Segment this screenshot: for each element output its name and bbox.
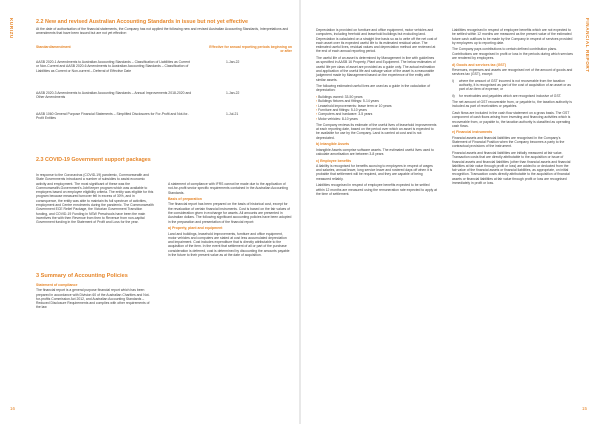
list-item: › Leasehold improvements: lease term or 10 years bbox=[316, 104, 438, 108]
basis-text: The financial report has been prepared on the basis of historical cost, except for the revaluation of certain financial instruments. Cost is based on the fair values of the consideration given in exchange for assets. All amounts are presented in Australian dollars. The following significant accounting policies have been adopted in the preparation and presentation of the financial report: bbox=[168, 202, 292, 224]
employee-benefits-text-2: Liabilities recognised in respect of employee benefits expected to be settled within 12 months are measured using the remuneration rate expected to apply at the time of settlement. bbox=[316, 183, 438, 196]
left-column-2 bbox=[168, 182, 292, 260]
contributions-text: The Company pays contributions to certain defined contribution plans. Contributions are recognised in profit or loss in the periods during which services are rendered by employees. bbox=[452, 47, 573, 61]
ifrs-text: A statement of compliance with IFRS cannot be made due to the application of not-for-profit sector specific requirements contained in the Australian Accounting Standards. bbox=[168, 182, 288, 195]
financial-instruments-text-2: Financial assets and financial liabilities are initially measured at fair value. Transaction costs that are directly attributable to the acquisition or issue of financial assets and financial liabilities (other than financial assets and financial liabilities at fair value through profit or loss) are added to or deducted from the fair value of the financial assets or financial liabilities, as appropriate, on initial recognition. Transaction costs directly attributable to the acquisition of financial assets or financial liabilities at fair value through profit or loss are recognised immediately in profit or loss. bbox=[452, 150, 571, 185]
section-3-body bbox=[36, 281, 154, 312]
section-2-3-title: 2.3 COVID-19 Government support packages bbox=[36, 157, 151, 163]
intangibles-text: Intangible Assets comprise software assets. The estimated useful lives used to calculate amortisation are between 3-8 years bbox=[316, 147, 434, 156]
gst-intro: Revenues, expenses and assets are recognised net of the amount of goods and services tax (GST), except: bbox=[452, 67, 573, 77]
employee-benefits-heading: c) Employee benefits bbox=[316, 158, 352, 163]
ppe-heading: a) Property, plant and equipment bbox=[168, 226, 223, 231]
employee-benefits-text-1: A liability is recognised for benefits accruing to employees in respect of wages and salaries, annual leave, long service leave and rostered days off when it is probable that settlement will be required, and they are capable of being measured reliably. bbox=[316, 163, 433, 181]
gst-cashflow-text: Cash flows are included in the cash flow statement on a gross basis. The GST component of cash flows arising from investing and financing activities which is recoverable from, or payable to, the taxation authority is classified as operating cash flows. bbox=[452, 110, 571, 128]
right-column-1 bbox=[316, 28, 438, 198]
useful-lives-intro: The following estimated useful lives are used as a guide in the calculation of depreciation: bbox=[316, 84, 431, 93]
gst-item: ii) for receivables and payables which are recognised inclusive of GST. bbox=[452, 93, 562, 98]
financial-instruments-heading: e) Financial instruments bbox=[452, 130, 493, 135]
ppe-text: Land and buildings, leasehold improvements, furniture and office equipment, motor vehicles and computers are stated at cost less accumulated depreciation and impairment. Cost includes expenditure that is directly attributable to the acquisition of the item. In the event that settlement of all or part of the purchase consideration is deferred, cost is determined by discounting the amounts payable in the future to their present value as at the date of acquisition. bbox=[168, 231, 290, 258]
gst-heading: d) Goods and services tax (GST) bbox=[452, 62, 507, 67]
standards-col-header: Standard/amendment bbox=[36, 45, 71, 49]
right-column-2 bbox=[452, 28, 574, 188]
standard-row-1: AASB 2020-1 Amendments to Australian Accounting Standards – Classification of Liabilities as Current or Non-Current and AASB 2020-6 Amendments to Australian Accounting Standards – Classification of Liabilities as Current or Non-current – Deferral of Effective Date bbox=[36, 60, 190, 73]
section-2-3-body: In response to the Coronavirus (COVID-19) pandemic, Commonwealth and State Governments introduced a number of subsidies to assist economic activity and employment. The most significant of these was the Commonwealth-Government's JobKeeper program which was available to employers based on employee eligibility criteria. The entity was eligible for this program because measured turnover fell in excess of 30%, and in consequence, the entity was able to maintain its full spectrum of activities, employment and Centre enrolments during the pandemic. The Commonwealth Government ECE Relief Package, the Victorian Government Transition funding, and COVID-19 Funding in NSW Preschools have been the main incentives the with then Revenue from then to Revenue from non-capital Government funding in the Statement of Profit and Loss for the year. bbox=[36, 173, 154, 225]
standard-row-2: AASB 2020-3 Amendments to Australian Accounting Standards – Annual Improvements 2018-2020 and Other Amendments bbox=[36, 91, 192, 100]
list-item: › Furniture and fittings: 5-10 years bbox=[316, 108, 438, 112]
effective-col-header: Effective for annual reporting periods beginning on or after bbox=[209, 45, 292, 54]
right-side-label: FINANCIAL REPORT bbox=[585, 18, 590, 73]
left-side-label: KURIZU bbox=[9, 18, 14, 39]
section-3-title: 3 Summary of Accounting Policies bbox=[36, 273, 128, 279]
list-item: › Buildings fixtures and fittings: 5-14 years bbox=[316, 99, 438, 103]
compliance-heading: Statement of compliance bbox=[36, 283, 78, 287]
standard-row-3-date: 1-Jul-21 bbox=[226, 112, 239, 116]
list-item: › Computers and hardware: 3-5 years bbox=[316, 112, 438, 116]
section-2-2-title: 2.2 New and revised Australian Accounting Standards in issue but not yet effective bbox=[36, 19, 248, 25]
leasehold-review-text: The Company reviews its estimate of the useful lives of leasehold improvements at each reporting date, based on the period over which an asset is expected to be available for use by the Company. Land is carried at cost and is not depreciated. bbox=[316, 122, 437, 140]
list-item: › Motor vehicles: 8-10 years bbox=[316, 117, 438, 121]
gst-item: i) where the amount of GST incurred is not recoverable from the taxation authority, it is recognised as part of the cost of acquisition of an asset or as part of an item of expense; or bbox=[452, 78, 571, 92]
section-2-2-intro: At the date of authorisation of the financial statements, the Company has not applied the following new and revised Australian Accounting Standards, Interpretations and amendments that have been issued but are not yet effective: bbox=[36, 27, 289, 36]
useful-life-text: The useful life of an asset is determined by Management in line with guidelines as specified in AASB 16 Property, Plant and Equipment. The below estimates of useful life per class of asset are provided as a guide only. The actual estimation and application of the useful life and salvage value of the asset is a reasonable judgement made by Management based on the experience of the entity with similar assets. bbox=[316, 56, 436, 82]
standard-row-1-date: 1-Jan-22 bbox=[226, 60, 240, 64]
page-divider bbox=[299, 0, 301, 424]
standard-row-3: AASB 1060 General Purpose Financial Statements – Simplified Disclosures for For-Profit and Not-for-Profit Entities bbox=[36, 112, 189, 121]
list-item: › Buildings owned: 33-50 years bbox=[316, 95, 438, 99]
depreciation-text: Depreciation is provided on furniture and office equipment, motor vehicles and computers, including freehold and leasehold buildings but excluding land. Depreciation is calculated on a straight line basis so as to write off the net cost of each asset over its expected useful life to its estimated residual value. The estimated useful lives, residual values and depreciation method are reviewed at the end of each annual reporting period. bbox=[316, 28, 438, 54]
standard-row-2-date: 1-Jan-22 bbox=[226, 91, 240, 95]
gst-net-text: The net amount of GST recoverable from, or payable to, the taxation authority is included as part of receivables or payables. bbox=[452, 100, 572, 109]
left-page-number: 16 bbox=[10, 406, 16, 411]
useful-lives-list bbox=[316, 95, 438, 121]
financial-instruments-text-1: Financial assets and financial liabilities are recognised in the Company's Statement of Financial Position when the Company becomes a party to the contractual provisions of the instrument. bbox=[452, 135, 565, 149]
right-page-number: 15 bbox=[582, 406, 588, 411]
long-term-benefits-text: Liabilities recognised in respect of employee benefits which are not expected to be settled within 12 months are measured as the present value of the estimated future cash outflows to be made by the Company in respect of services provided by employees up to reporting date. bbox=[452, 28, 573, 45]
basis-heading: Basis of preparation bbox=[168, 197, 202, 202]
intangibles-heading: b) Intangible Assets bbox=[316, 142, 350, 147]
compliance-text: The financial report is a general purpose financial report which has been prepared in accordance with Division 60 of the Australian Charities and Not-for-profits Commission Act 2012, and Australian Accounting Standards – Reduced Disclosure Requirements and complies with other requirements of the law bbox=[36, 288, 150, 310]
